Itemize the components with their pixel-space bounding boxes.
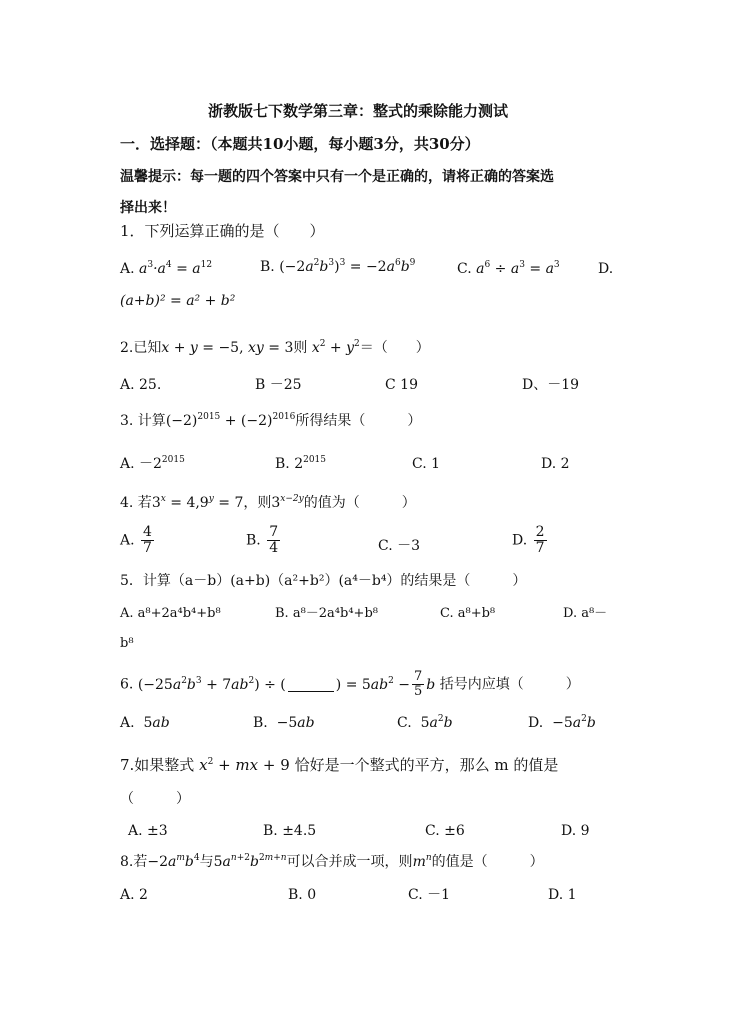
- q4-d-label: D.: [512, 532, 528, 549]
- q1-a-expr: $a^3\cdot a^4 = a^{12}$: [139, 260, 213, 277]
- question-2-option-b: B －25: [255, 377, 302, 393]
- question-7-paren: （ ）: [120, 791, 190, 807]
- question-2-stem: 2.已知x + y = −5, xy = 3则 $x^2 + y^2=$（ ）: [120, 339, 430, 356]
- question-2-option-c: C 19: [385, 377, 418, 393]
- q7-suffix: 恰好是一个整式的平方，那么 m 的值是: [294, 756, 559, 774]
- q7-prefix: 7.如果整式: [120, 756, 195, 774]
- q6-expr: $(-25a^2b^3 + 7ab^2)$ ÷ ( ) = $5ab^2$ − $\frac{7}{5}$ b: [137, 669, 436, 699]
- q6-c-expr: $5a^2b$: [420, 714, 453, 731]
- q2-suffix: ＝（ ）: [359, 340, 430, 356]
- q8-mid: 与: [199, 854, 214, 870]
- q6-number: 6.: [120, 676, 134, 693]
- question-7-option-a: A. ±3: [128, 823, 168, 839]
- q6-d-expr: $-5a^2b$: [552, 714, 596, 731]
- q3-b-label: B. 2: [275, 456, 304, 472]
- question-5-stem: 5．计算（a－b）(a+b)（a²+b²）(a⁴－b⁴）的结果是（ ）: [120, 573, 527, 589]
- q4-d-fraction: $\frac{2}{7}$: [535, 524, 545, 556]
- q3-b-exp: 2015: [303, 455, 327, 465]
- q8-expr-3: $m^n$: [412, 853, 432, 870]
- q4-tail: 的值为（ ）: [303, 495, 416, 511]
- question-1-stem: 1．下列运算正确的是（ ）: [120, 222, 325, 240]
- q4-expr-2: $3^{x-2y}$: [271, 494, 304, 511]
- question-8-stem: [120, 855, 544, 869]
- question-5-option-d: D. a⁸－: [563, 606, 608, 621]
- tip-line-2: 择出来！: [120, 200, 176, 216]
- q2-expr: x + y = −5, xy = 3: [161, 340, 294, 356]
- q4-prefix: 4. 若: [120, 495, 152, 511]
- question-4-option-b: [246, 525, 282, 556]
- question-8-option-d: D. 1: [548, 887, 577, 903]
- q8-prefix: 8.若: [120, 854, 148, 870]
- q6-d-label: D.: [528, 715, 544, 731]
- q6-blank: [288, 677, 334, 692]
- q1-b-expr: $(-2a^2b^3)^3 = -2a^6b^9$: [279, 258, 416, 275]
- tip-line-1: 温馨提示：每一题的四个答案中只有一个是正确的，请将正确的答案选: [120, 169, 554, 185]
- question-8-option-a: A. 2: [120, 887, 148, 903]
- q6-a-expr: 5ab: [143, 715, 170, 731]
- q4-a-label: A.: [120, 532, 135, 549]
- question-2-option-a: A. 25.: [120, 377, 162, 393]
- q1-c-label: C.: [457, 261, 472, 277]
- question-6-option-a: [120, 716, 170, 730]
- q6-suffix: 括号内应填（ ）: [439, 676, 580, 693]
- question-5-option-b: B. a⁸－2a⁴b⁴+b⁸: [275, 606, 378, 621]
- question-7-option-b: B. ±4.5: [263, 823, 317, 839]
- question-4-option-a: [120, 525, 156, 556]
- q8-expr-2: $5a^{n+2}b^{2m+n}$: [213, 853, 287, 870]
- q4-b-label: B.: [246, 532, 261, 549]
- q3-a-label: A. －2: [120, 456, 162, 472]
- q1-c-expr: $a^6 \div a^3 = a^3$: [476, 260, 560, 277]
- q2-prefix: 2.已知: [120, 340, 162, 356]
- question-1-option-b: [260, 260, 415, 274]
- q1-b-label: B.: [260, 259, 275, 275]
- q6-c-label: C.: [397, 715, 412, 731]
- q3-prefix: 3. 计算: [120, 413, 166, 429]
- section-heading: 一．选择题：（本题共10小题，每小题3分，共30分）: [120, 135, 480, 153]
- question-6-option-b: [253, 716, 315, 730]
- q3-a-exp: 2015: [161, 455, 185, 465]
- question-3-option-c: C. 1: [412, 456, 441, 472]
- q8-suffix: 可以合并成一项，则: [286, 854, 413, 870]
- question-5-option-d-cont: b⁸: [120, 636, 134, 651]
- q3-suffix: 所得结果（ ）: [295, 413, 422, 429]
- question-1-option-d-expr: (a+b)² = a² + b²: [120, 293, 236, 309]
- question-4-option-d: [512, 525, 549, 556]
- question-6-stem: [120, 670, 580, 699]
- question-1-option-d: D.: [598, 261, 614, 277]
- question-1-option-a: [120, 262, 212, 276]
- q2-expr-2: $x^2 + y^2$: [311, 339, 360, 356]
- question-4-stem: [120, 496, 416, 510]
- question-6-option-d: [528, 716, 596, 730]
- page-title: 浙教版七下数学第三章：整式的乘除能力测试: [208, 102, 509, 120]
- question-4-option-c: C. －3: [378, 538, 421, 554]
- q6-b-expr: −5ab: [276, 715, 315, 731]
- question-3-option-b: [275, 457, 326, 471]
- question-7-option-c: C. ±6: [425, 823, 465, 839]
- question-6-option-c: [397, 716, 453, 730]
- question-7-stem: [120, 758, 558, 773]
- question-8-option-c: C. －1: [408, 887, 451, 903]
- q7-expr: $x^2$ + mx + 9: [199, 756, 290, 774]
- q6-b-label: B.: [253, 715, 268, 731]
- question-7-option-d: D. 9: [561, 823, 590, 839]
- q8-tail: 的值是（ ）: [431, 854, 544, 870]
- q4-b-fraction: $\frac{7}{4}$: [269, 524, 279, 556]
- question-8-option-b: B. 0: [288, 887, 317, 903]
- question-1-option-c: [457, 262, 560, 276]
- question-3-option-a: [120, 457, 185, 471]
- question-5-option-a: A. a⁸+2a⁴b⁴+b⁸: [120, 606, 221, 621]
- q4-a-fraction: $\frac{4}{7}$: [143, 524, 152, 556]
- q8-expr-1: $-2a^mb^4$: [147, 853, 200, 870]
- q1-a-label: A.: [120, 261, 135, 277]
- q3-expr: $(-2)^{2015} + (-2)^{2016}$: [165, 412, 296, 429]
- question-5-option-c: C. a⁸+b⁸: [440, 606, 496, 621]
- question-3-option-d: D. 2: [541, 456, 570, 472]
- q6-a-label: A.: [120, 715, 135, 731]
- question-3-stem: [120, 414, 421, 428]
- question-2-option-d: D、－19: [522, 377, 580, 393]
- q4-expr: $3^x = 4,9^y = 7$: [151, 494, 244, 511]
- q4-suffix: ，则: [243, 495, 272, 511]
